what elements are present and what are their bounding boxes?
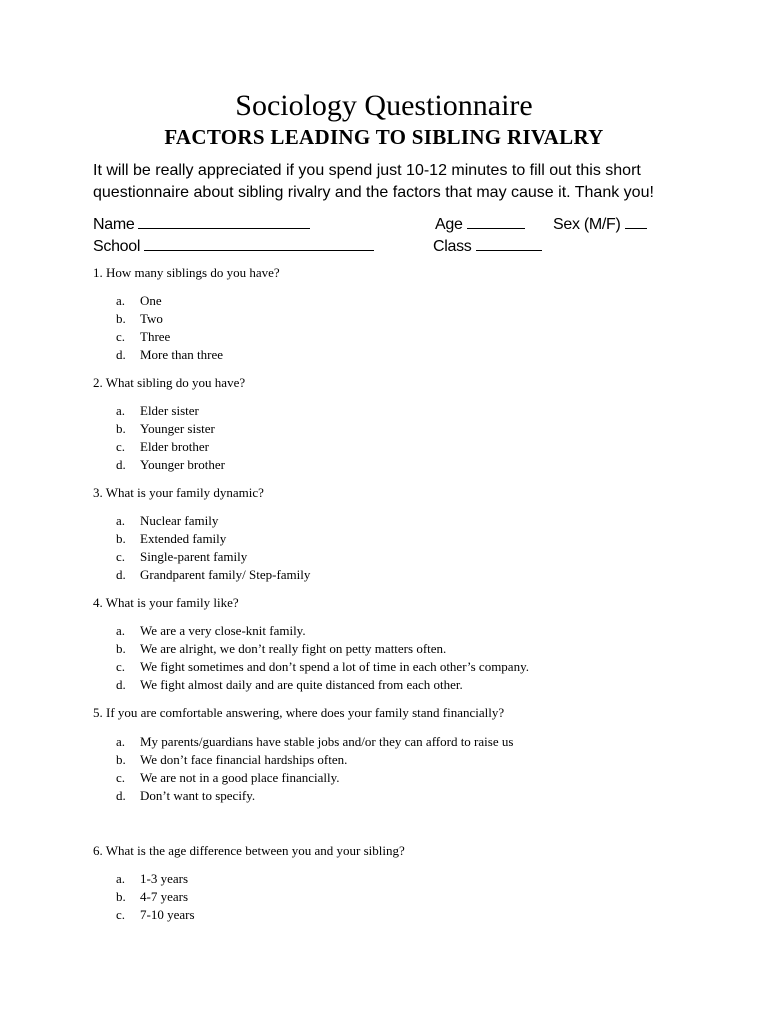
- option-text: 7-10 years: [140, 907, 195, 922]
- option-letter: c.: [116, 907, 126, 922]
- age-label: Age: [435, 216, 463, 233]
- option-letter: a.: [116, 871, 126, 886]
- option-text: Extended family: [140, 531, 227, 546]
- option-text: 4-7 years: [140, 889, 189, 904]
- question-5: 5. If you are comfortable answering, where does your family stand financially?: [93, 705, 505, 720]
- options-question-4: [116, 622, 529, 694]
- name-blank[interactable]: [138, 212, 310, 229]
- option-5a[interactable]: [116, 733, 513, 751]
- class-field[interactable]: [433, 234, 542, 258]
- question-6: 6. What is the age difference between you and your sibling?: [93, 843, 405, 858]
- option-1d[interactable]: [116, 346, 223, 364]
- option-4c[interactable]: [116, 658, 529, 676]
- option-letter: b.: [116, 752, 126, 767]
- option-3c[interactable]: [116, 548, 310, 566]
- option-text: We are a very close-knit family.: [140, 623, 306, 638]
- option-text: Don’t want to specify.: [140, 788, 256, 803]
- intro-line: questionnaire about sibling rivalry and the factors that may cause it. Thank you!: [93, 184, 654, 201]
- options-question-1: [116, 292, 223, 364]
- option-2d[interactable]: [116, 456, 225, 474]
- option-letter: c.: [116, 659, 126, 674]
- option-letter: c.: [116, 329, 126, 344]
- option-6a[interactable]: [116, 870, 195, 888]
- option-text: Elder brother: [140, 439, 209, 454]
- sex-label: Sex (M/F): [553, 216, 621, 233]
- question-3: 3. What is your family dynamic?: [93, 485, 264, 500]
- class-label: Class: [433, 238, 472, 255]
- option-6c[interactable]: [116, 906, 195, 924]
- option-letter: c.: [116, 770, 126, 785]
- option-letter: a.: [116, 403, 126, 418]
- intro-text: [93, 160, 693, 204]
- name-field[interactable]: [93, 212, 310, 236]
- option-text: More than three: [140, 347, 224, 362]
- school-field[interactable]: [93, 234, 374, 258]
- option-letter: a.: [116, 293, 126, 308]
- option-1a[interactable]: [116, 292, 223, 310]
- option-4a[interactable]: [116, 622, 529, 640]
- option-letter: b.: [116, 889, 126, 904]
- options-question-3: [116, 512, 310, 584]
- option-letter: b.: [116, 641, 126, 656]
- option-4b[interactable]: [116, 640, 529, 658]
- option-text: My parents/guardians have stable jobs and/or they can afford to raise us: [140, 734, 514, 749]
- class-blank[interactable]: [476, 234, 542, 251]
- page-subtitle: FACTORS LEADING TO SIBLING RIVALRY: [164, 125, 604, 149]
- option-letter: a.: [116, 734, 126, 749]
- school-label: School: [93, 238, 141, 255]
- option-letter: d.: [116, 788, 126, 803]
- option-4d[interactable]: [116, 676, 529, 694]
- respondent-fields: [93, 212, 693, 256]
- option-text: We fight sometimes and don’t spend a lot of time in each other’s company.: [140, 659, 529, 674]
- option-2a[interactable]: [116, 402, 225, 420]
- option-letter: d.: [116, 457, 126, 472]
- option-letter: a.: [116, 513, 126, 528]
- option-letter: d.: [116, 567, 126, 582]
- page-title: Sociology Questionnaire: [235, 89, 533, 122]
- option-text: One: [140, 293, 162, 308]
- option-text: Younger sister: [140, 421, 215, 436]
- option-text: Nuclear family: [140, 513, 219, 528]
- option-text: Single-parent family: [140, 549, 248, 564]
- option-5d[interactable]: [116, 787, 513, 805]
- question-2: 2. What sibling do you have?: [93, 375, 246, 390]
- option-5b[interactable]: [116, 751, 513, 769]
- age-blank[interactable]: [467, 212, 525, 229]
- option-5c[interactable]: [116, 769, 513, 787]
- option-letter: a.: [116, 623, 126, 638]
- option-letter: b.: [116, 531, 126, 546]
- option-3a[interactable]: [116, 512, 310, 530]
- sex-blank[interactable]: [625, 212, 647, 229]
- option-text: Elder sister: [140, 403, 199, 418]
- sex-field[interactable]: [553, 212, 647, 236]
- option-3d[interactable]: [116, 566, 310, 584]
- option-letter: d.: [116, 347, 126, 362]
- option-1c[interactable]: [116, 328, 223, 346]
- option-6b[interactable]: [116, 888, 195, 906]
- options-question-2: [116, 402, 225, 474]
- option-text: We are not in a good place financially.: [140, 770, 340, 785]
- name-label: Name: [93, 216, 135, 233]
- option-2b[interactable]: [116, 420, 225, 438]
- option-text: We are alright, we don’t really fight on petty matters often.: [140, 641, 447, 656]
- option-text: We fight almost daily and are quite distanced from each other.: [140, 677, 463, 692]
- option-letter: b.: [116, 421, 126, 436]
- age-field[interactable]: [435, 212, 525, 236]
- option-letter: d.: [116, 677, 126, 692]
- option-3b[interactable]: [116, 530, 310, 548]
- option-1b[interactable]: [116, 310, 223, 328]
- option-text: Younger brother: [140, 457, 225, 472]
- option-letter: c.: [116, 549, 126, 564]
- question-1: 1. How many siblings do you have?: [93, 265, 280, 280]
- school-blank[interactable]: [144, 234, 374, 251]
- option-text: We don’t face financial hardships often.: [140, 752, 348, 767]
- option-letter: b.: [116, 311, 126, 326]
- options-question-6: [116, 870, 195, 924]
- intro-line: It will be really appreciated if you spend just 10-12 minutes to fill out this short: [93, 162, 641, 179]
- option-text: Three: [140, 329, 171, 344]
- option-text: 1-3 years: [140, 871, 189, 886]
- question-4: 4. What is your family like?: [93, 595, 239, 610]
- option-letter: c.: [116, 439, 126, 454]
- option-text: Grandparent family/ Step-family: [140, 567, 311, 582]
- options-question-5: [116, 733, 513, 805]
- option-text: Two: [140, 311, 163, 326]
- option-2c[interactable]: [116, 438, 225, 456]
